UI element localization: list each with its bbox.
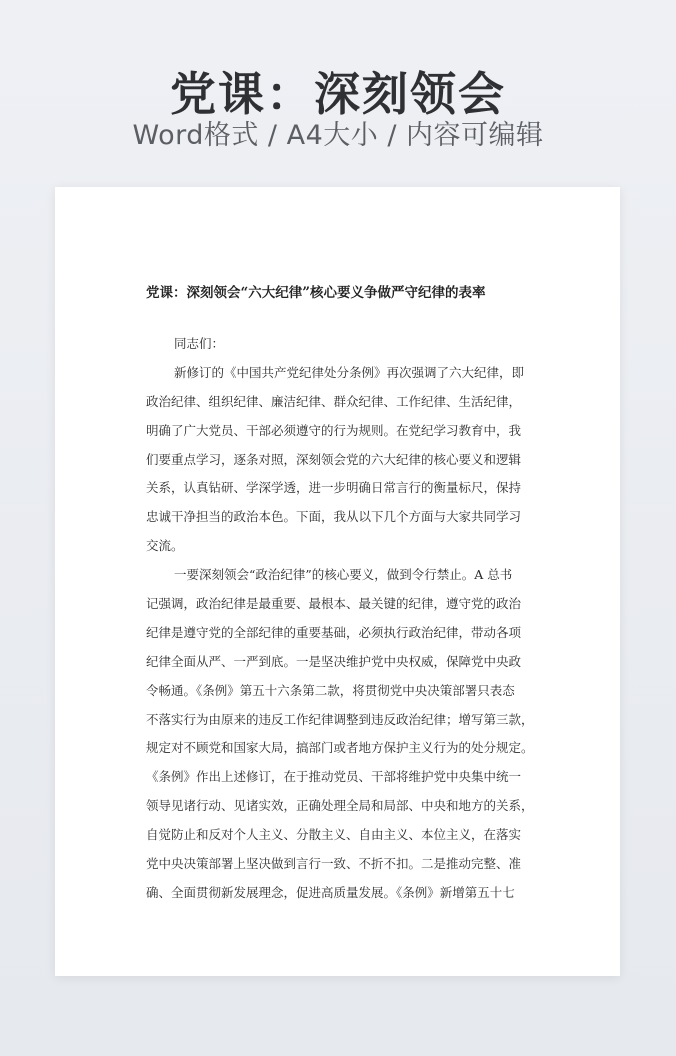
paragraph-line: 不落实行为由原来的违反工作纪律调整到违反政治纪律；增写第三款， <box>146 711 534 727</box>
paragraph-line: 们要重点学习，逐条对照，深刻领会党的六大纪律的核心要义和逻辑 <box>146 451 522 467</box>
paragraph-line: 同志们： <box>174 336 225 351</box>
paragraph-line: 令畅通。《条例》第五十六条第二款，将贯彻党中央决策部署只表态 <box>146 682 515 698</box>
paragraph-line: 《条例》作出上述修订，在于推动党员、干部将维护党中央集中统一 <box>146 769 522 785</box>
document-title: 党课：深刻领会“六大纪律”核心要义争做严守纪律的表率 <box>146 285 486 301</box>
paragraph-line: 党中央决策部署上坚决做到言行一致、不折不扣。二是推动完整、准 <box>146 856 522 872</box>
paragraph-line: 记强调，政治纪律是最重要、最根本、最关键的纪律，遵守党的政治 <box>146 596 522 612</box>
paragraph-line: 领导见诸行动、见诸实效，正确处理全局和局部、中央和地方的关系， <box>146 798 534 814</box>
document-body <box>146 330 534 908</box>
page-subtitle: Word格式 / A4大小 / 内容可编辑 <box>132 120 544 151</box>
page-title: 党课：深刻领会 <box>170 67 506 121</box>
paragraph-line: 自觉防止和反对个人主义、分散主义、自由主义、本位主义，在落实 <box>146 827 522 843</box>
paragraph-line: 纪律是遵守党的全部纪律的重要基础，必须执行政治纪律，带动各项 <box>146 624 522 640</box>
document-page <box>55 187 620 976</box>
paragraph-line: 一要深刻领会“政治纪律”的核心要义，做到令行禁止。A 总书 <box>174 567 513 583</box>
paragraph-line: 忠诚干净担当的政治本色。下面，我从以下几个方面与大家共同学习 <box>146 509 522 525</box>
paragraph-line: 明确了广大党员、干部必须遵守的行为规则。在党纪学习教育中，我 <box>146 422 522 438</box>
paragraph-line: 规定对不顾党和国家大局，搞部门或者地方保护主义行为的处分规定。 <box>146 740 534 756</box>
paragraph-line: 交流。 <box>146 538 184 554</box>
paragraph-line: 政治纪律、组织纪律、廉洁纪律、群众纪律、工作纪律、生活纪律， <box>146 393 522 409</box>
paragraph-line: 确、全面贯彻新发展理念，促进高质量发展。《条例》新增第五十七 <box>146 884 515 900</box>
paragraph-line: 新修订的《中国共产党纪律处分条例》再次强调了六大纪律，即 <box>174 364 525 380</box>
paragraph-line: 纪律全面从严、一严到底。一是坚决维护党中央权威，保障党中央政 <box>146 653 522 669</box>
paragraph-line: 关系，认真钻研、学深学透，进一步明确日常言行的衡量标尺，保持 <box>146 480 522 496</box>
